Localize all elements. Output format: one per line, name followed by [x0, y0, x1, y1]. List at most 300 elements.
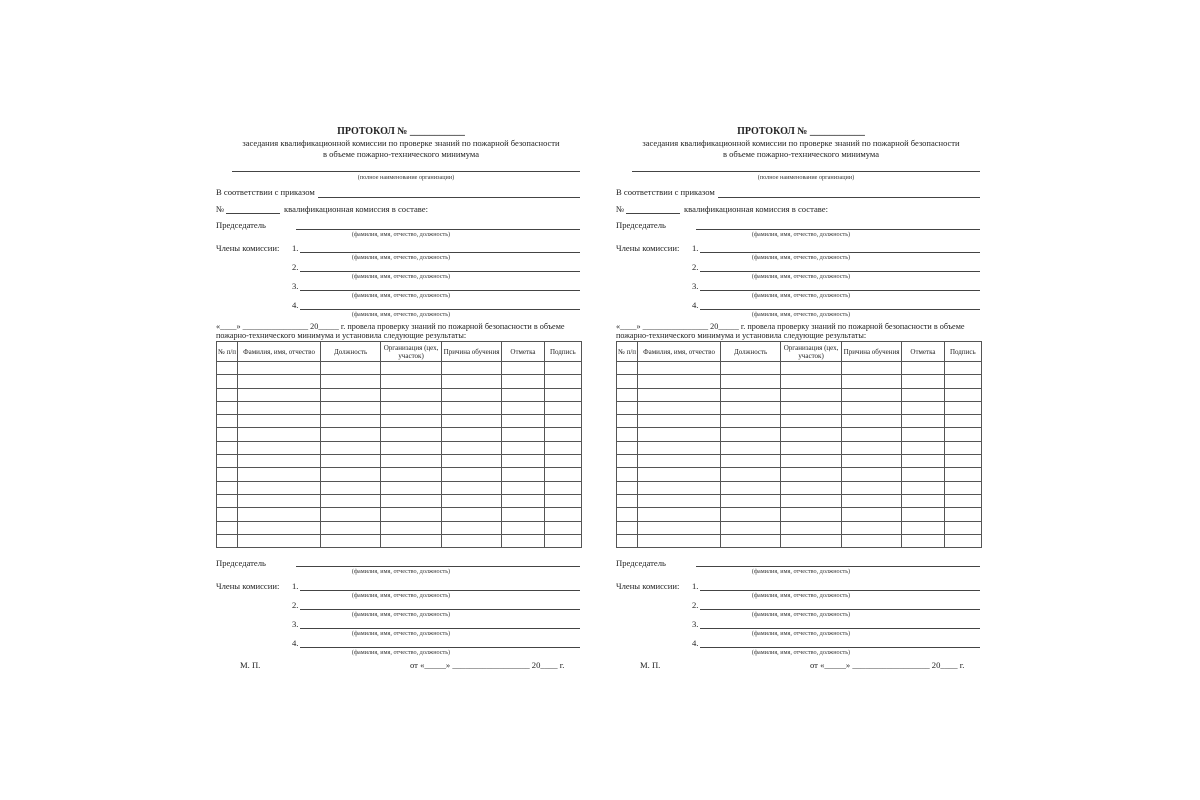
table-cell: [902, 481, 944, 494]
results-table-header-cell: Отметка: [902, 342, 944, 362]
table-cell: [381, 521, 441, 534]
chairman-caption-bottom: (фамилия, имя, отчество, должность): [751, 568, 851, 575]
table-cell: [638, 362, 721, 375]
table-cell: [781, 441, 841, 454]
table-cell: [638, 401, 721, 414]
table-cell: [544, 481, 581, 494]
table-cell: [544, 468, 581, 481]
table-cell: [238, 388, 321, 401]
table-cell: [841, 388, 901, 401]
table-cell: [841, 415, 901, 428]
table-cell: [617, 494, 638, 507]
table-cell: [902, 494, 944, 507]
member-line: [300, 590, 580, 591]
table-cell: [502, 468, 544, 481]
member-caption: (фамилия, имя, отчество, должность): [351, 649, 451, 656]
results-table-header-row: [617, 342, 982, 362]
table-cell: [381, 428, 441, 441]
table-cell: [720, 468, 780, 481]
table-cell: [238, 508, 321, 521]
organization-caption: (полное наименование организации): [357, 174, 455, 181]
organization-name-line: [232, 171, 580, 172]
table-cell: [381, 415, 441, 428]
table-cell: [217, 401, 238, 414]
commission-number-label: №: [616, 204, 625, 214]
member-number: 1.: [692, 581, 699, 591]
table-cell: [902, 375, 944, 388]
table-cell: [441, 415, 501, 428]
table-cell: [320, 401, 380, 414]
table-cell: [720, 534, 780, 547]
member-number: 1.: [292, 243, 299, 253]
table-cell: [638, 375, 721, 388]
table-cell: [217, 494, 238, 507]
table-row: [217, 455, 582, 468]
member-caption: (фамилия, имя, отчество, должность): [351, 630, 451, 637]
table-cell: [217, 468, 238, 481]
member-line: [700, 590, 980, 591]
table-cell: [381, 534, 441, 547]
table-cell: [238, 401, 321, 414]
table-cell: [238, 521, 321, 534]
results-table-header-row: [217, 342, 582, 362]
results-table-header-cell: Подпись: [944, 342, 981, 362]
results-table-header-cell: Фамилия, имя, отчество: [238, 342, 321, 362]
member-line: [700, 309, 980, 310]
table-cell: [441, 494, 501, 507]
table-cell: [902, 521, 944, 534]
table-cell: [441, 521, 501, 534]
member-caption: (фамилия, имя, отчество, должность): [751, 611, 851, 618]
results-table-header-cell: Причина обучения: [441, 342, 501, 362]
member-number: 3.: [692, 281, 699, 291]
table-cell: [381, 441, 441, 454]
protocol-title: ПРОТОКОЛ № ___________: [337, 126, 465, 137]
table-cell: [638, 428, 721, 441]
table-cell: [944, 401, 981, 414]
table-cell: [638, 388, 721, 401]
results-table-body: [217, 362, 582, 548]
table-cell: [381, 375, 441, 388]
table-row: [617, 521, 982, 534]
table-cell: [841, 455, 901, 468]
table-cell: [320, 388, 380, 401]
table-cell: [944, 508, 981, 521]
table-cell: [902, 388, 944, 401]
table-cell: [638, 534, 721, 547]
table-cell: [841, 441, 901, 454]
protocol-subtitle-line-1: заседания квалификационной комиссии по проверке знаний по пожарной безопасности: [242, 138, 560, 148]
table-cell: [720, 401, 780, 414]
table-cell: [781, 468, 841, 481]
table-cell: [381, 494, 441, 507]
member-line: [700, 271, 980, 272]
table-cell: [238, 534, 321, 547]
table-row: [617, 441, 982, 454]
chairman-label-bottom: Председатель: [616, 558, 666, 568]
table-cell: [638, 468, 721, 481]
table-cell: [902, 468, 944, 481]
table-cell: [781, 388, 841, 401]
protocol-page-right: [616, 0, 986, 800]
member-line: [300, 628, 580, 629]
table-cell: [441, 362, 501, 375]
member-number: 1.: [292, 581, 299, 591]
table-cell: [841, 534, 901, 547]
member-caption: (фамилия, имя, отчество, должность): [751, 311, 851, 318]
member-number: 3.: [292, 281, 299, 291]
table-row: [217, 415, 582, 428]
table-cell: [781, 521, 841, 534]
table-cell: [502, 441, 544, 454]
table-cell: [638, 441, 721, 454]
table-cell: [841, 375, 901, 388]
table-cell: [238, 455, 321, 468]
table-cell: [781, 508, 841, 521]
table-cell: [720, 388, 780, 401]
table-cell: [320, 481, 380, 494]
table-cell: [502, 534, 544, 547]
chairman-caption: (фамилия, имя, отчество, должность): [751, 231, 851, 238]
table-cell: [502, 388, 544, 401]
table-cell: [238, 375, 321, 388]
results-table: [216, 341, 582, 548]
member-line: [300, 647, 580, 648]
member-caption: (фамилия, имя, отчество, должность): [351, 273, 451, 280]
table-cell: [320, 521, 380, 534]
commission-number-label: №: [216, 204, 225, 214]
table-cell: [238, 494, 321, 507]
order-label: В соответствии с приказом: [616, 187, 715, 197]
table-cell: [544, 534, 581, 547]
table-cell: [381, 388, 441, 401]
table-cell: [617, 388, 638, 401]
table-cell: [502, 428, 544, 441]
member-caption: (фамилия, имя, отчество, должность): [751, 630, 851, 637]
table-row: [617, 362, 982, 375]
table-cell: [217, 455, 238, 468]
date-line-1: «____» ________________ 20_____ г. провела проверку знаний по пожарной безопасности в объеме: [616, 322, 965, 331]
member-number: 4.: [692, 638, 699, 648]
table-cell: [217, 428, 238, 441]
table-cell: [944, 388, 981, 401]
table-cell: [238, 441, 321, 454]
table-cell: [502, 401, 544, 414]
results-table-header-cell: Подпись: [544, 342, 581, 362]
order-label: В соответствии с приказом: [216, 187, 315, 197]
seal-label: М. П.: [640, 660, 661, 670]
table-cell: [441, 508, 501, 521]
table-cell: [841, 362, 901, 375]
results-table-header-cell: Должность: [720, 342, 780, 362]
table-row: [217, 401, 582, 414]
table-cell: [781, 428, 841, 441]
table-cell: [720, 362, 780, 375]
table-cell: [441, 441, 501, 454]
table-row: [617, 481, 982, 494]
table-cell: [502, 494, 544, 507]
table-cell: [217, 441, 238, 454]
table-cell: [944, 415, 981, 428]
table-cell: [238, 428, 321, 441]
member-caption: (фамилия, имя, отчество, должность): [351, 592, 451, 599]
table-cell: [781, 415, 841, 428]
table-cell: [902, 401, 944, 414]
table-row: [217, 375, 582, 388]
member-line: [700, 290, 980, 291]
table-cell: [617, 521, 638, 534]
table-cell: [944, 468, 981, 481]
chairman-label: Председатель: [216, 220, 266, 230]
table-cell: [544, 508, 581, 521]
table-cell: [781, 481, 841, 494]
table-cell: [238, 415, 321, 428]
table-row: [617, 388, 982, 401]
member-line: [300, 609, 580, 610]
commission-label: квалификационная комиссия в составе:: [684, 204, 828, 214]
member-number: 2.: [692, 262, 699, 272]
table-row: [217, 362, 582, 375]
table-cell: [381, 401, 441, 414]
chairman-caption: (фамилия, имя, отчество, должность): [351, 231, 451, 238]
order-line: [718, 197, 980, 198]
protocol-title: ПРОТОКОЛ № ___________: [737, 126, 865, 137]
table-cell: [720, 428, 780, 441]
table-cell: [502, 481, 544, 494]
member-caption: (фамилия, имя, отчество, должность): [751, 273, 851, 280]
members-label-bottom: Члены комиссии:: [216, 581, 280, 591]
table-cell: [841, 481, 901, 494]
protocol-subtitle-line-2: в объеме пожарно-технического минимума: [722, 149, 880, 159]
table-cell: [841, 428, 901, 441]
table-cell: [902, 441, 944, 454]
table-row: [617, 455, 982, 468]
table-cell: [217, 521, 238, 534]
member-line: [700, 609, 980, 610]
table-cell: [238, 481, 321, 494]
table-row: [617, 508, 982, 521]
member-caption: (фамилия, имя, отчество, должность): [351, 292, 451, 299]
table-cell: [617, 534, 638, 547]
table-cell: [781, 401, 841, 414]
table-cell: [781, 455, 841, 468]
table-row: [617, 415, 982, 428]
table-cell: [617, 401, 638, 414]
table-cell: [217, 481, 238, 494]
table-cell: [720, 481, 780, 494]
table-cell: [544, 521, 581, 534]
chairman-line: [696, 229, 980, 230]
table-cell: [617, 375, 638, 388]
date-line-2: пожарно-технического минимума и установила следующие результаты:: [616, 331, 867, 340]
table-cell: [320, 415, 380, 428]
member-number: 3.: [292, 619, 299, 629]
order-line: [318, 197, 580, 198]
table-cell: [217, 362, 238, 375]
table-cell: [617, 508, 638, 521]
table-cell: [902, 362, 944, 375]
signed-date: от «_____» __________________ 20____ г.: [410, 660, 565, 670]
table-cell: [617, 415, 638, 428]
member-line: [300, 252, 580, 253]
table-cell: [902, 428, 944, 441]
table-cell: [720, 415, 780, 428]
member-number: 2.: [292, 262, 299, 272]
table-cell: [781, 494, 841, 507]
table-cell: [617, 441, 638, 454]
table-cell: [902, 455, 944, 468]
table-cell: [638, 521, 721, 534]
table-cell: [381, 508, 441, 521]
member-line: [300, 271, 580, 272]
table-cell: [720, 494, 780, 507]
table-cell: [638, 494, 721, 507]
table-cell: [502, 455, 544, 468]
table-cell: [944, 494, 981, 507]
table-cell: [544, 415, 581, 428]
organization-caption: (полное наименование организации): [757, 174, 855, 181]
member-number: 4.: [292, 638, 299, 648]
member-line: [700, 628, 980, 629]
member-number: 1.: [692, 243, 699, 253]
member-caption: (фамилия, имя, отчество, должность): [751, 649, 851, 656]
chairman-label: Председатель: [616, 220, 666, 230]
table-row: [217, 521, 582, 534]
results-table-header-cell: № п/п: [217, 342, 238, 362]
protocol-subtitle-line-1: заседания квалификационной комиссии по проверке знаний по пожарной безопасности: [642, 138, 960, 148]
table-row: [217, 468, 582, 481]
table-cell: [944, 521, 981, 534]
results-table-header-cell: Фамилия, имя, отчество: [638, 342, 721, 362]
date-line-1: «____» ________________ 20_____ г. провела проверку знаний по пожарной безопасности в объеме: [216, 322, 565, 331]
signed-date: от «_____» __________________ 20____ г.: [810, 660, 965, 670]
table-cell: [944, 362, 981, 375]
table-row: [617, 534, 982, 547]
member-caption: (фамилия, имя, отчество, должность): [751, 592, 851, 599]
table-cell: [902, 508, 944, 521]
table-cell: [217, 508, 238, 521]
table-cell: [441, 428, 501, 441]
table-cell: [441, 534, 501, 547]
results-table-header-cell: № п/п: [617, 342, 638, 362]
commission-number-line: [626, 213, 680, 214]
table-row: [217, 428, 582, 441]
table-cell: [902, 534, 944, 547]
commission-number-line: [226, 213, 280, 214]
table-cell: [381, 481, 441, 494]
table-row: [617, 401, 982, 414]
chairman-line-bottom: [696, 566, 980, 567]
member-caption: (фамилия, имя, отчество, должность): [351, 611, 451, 618]
member-caption: (фамилия, имя, отчество, должность): [351, 311, 451, 318]
table-cell: [720, 455, 780, 468]
table-cell: [320, 441, 380, 454]
table-cell: [441, 375, 501, 388]
table-cell: [544, 441, 581, 454]
table-cell: [720, 441, 780, 454]
table-row: [617, 428, 982, 441]
table-cell: [544, 455, 581, 468]
table-cell: [944, 441, 981, 454]
commission-label: квалификационная комиссия в составе:: [284, 204, 428, 214]
table-cell: [381, 455, 441, 468]
results-table-header-cell: Организация (цех, участок): [381, 342, 441, 362]
organization-name-line: [632, 171, 980, 172]
table-cell: [441, 481, 501, 494]
table-row: [217, 388, 582, 401]
table-cell: [781, 534, 841, 547]
table-row: [617, 494, 982, 507]
protocol-page-left: [216, 0, 586, 800]
table-cell: [320, 494, 380, 507]
table-cell: [320, 362, 380, 375]
table-cell: [544, 375, 581, 388]
chairman-line: [296, 229, 580, 230]
table-row: [217, 441, 582, 454]
table-cell: [720, 375, 780, 388]
date-line-2: пожарно-технического минимума и установила следующие результаты:: [216, 331, 467, 340]
table-cell: [841, 401, 901, 414]
member-number: 4.: [692, 300, 699, 310]
table-cell: [217, 415, 238, 428]
results-table: [616, 341, 982, 548]
table-cell: [781, 375, 841, 388]
results-table-header-cell: Организация (цех, участок): [781, 342, 841, 362]
table-cell: [544, 494, 581, 507]
table-cell: [841, 468, 901, 481]
table-cell: [502, 521, 544, 534]
table-cell: [902, 415, 944, 428]
table-cell: [544, 428, 581, 441]
table-cell: [944, 481, 981, 494]
table-row: [217, 494, 582, 507]
table-row: [217, 508, 582, 521]
member-line: [300, 309, 580, 310]
table-row: [217, 534, 582, 547]
members-label: Члены комиссии:: [616, 243, 680, 253]
table-cell: [320, 375, 380, 388]
table-cell: [238, 468, 321, 481]
table-cell: [502, 375, 544, 388]
table-cell: [381, 362, 441, 375]
member-line: [700, 252, 980, 253]
members-label: Члены комиссии:: [216, 243, 280, 253]
member-number: 2.: [692, 600, 699, 610]
table-cell: [638, 415, 721, 428]
table-cell: [320, 508, 380, 521]
member-caption: (фамилия, имя, отчество, должность): [751, 292, 851, 299]
table-cell: [638, 481, 721, 494]
members-label-bottom: Члены комиссии:: [616, 581, 680, 591]
table-row: [617, 468, 982, 481]
table-cell: [217, 534, 238, 547]
member-number: 4.: [292, 300, 299, 310]
table-cell: [441, 388, 501, 401]
table-cell: [617, 362, 638, 375]
table-cell: [238, 362, 321, 375]
table-cell: [617, 468, 638, 481]
table-cell: [638, 455, 721, 468]
table-cell: [781, 362, 841, 375]
table-cell: [841, 508, 901, 521]
chairman-caption-bottom: (фамилия, имя, отчество, должность): [351, 568, 451, 575]
table-cell: [841, 494, 901, 507]
table-cell: [944, 455, 981, 468]
chairman-line-bottom: [296, 566, 580, 567]
results-table-header-cell: Должность: [320, 342, 380, 362]
table-cell: [502, 508, 544, 521]
table-cell: [502, 362, 544, 375]
